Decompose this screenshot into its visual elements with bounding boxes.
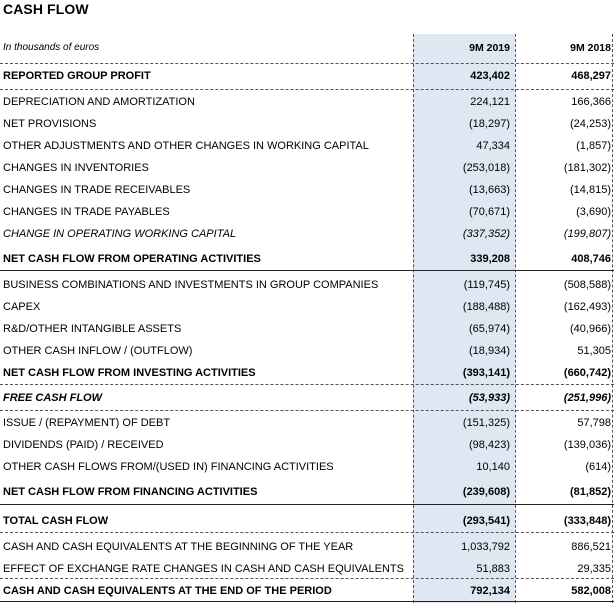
row-label: ISSUE / (REPAYMENT) OF DEBT xyxy=(3,417,171,429)
row-divider xyxy=(0,270,614,271)
value-9m-2019: 339,208 xyxy=(470,253,510,265)
value-9m-2018: (251,996) xyxy=(563,392,611,404)
value-9m-2018: (614) xyxy=(585,461,611,473)
value-9m-2019: (151,325) xyxy=(462,417,510,429)
row-label: OTHER CASH INFLOW / (OUTFLOW) xyxy=(3,345,193,357)
row-label: DEPRECIATION AND AMORTIZATION xyxy=(3,96,195,108)
value-9m-2019: 423,402 xyxy=(470,70,510,82)
value-9m-2018: 886,521 xyxy=(571,541,611,553)
value-9m-2018: (181,302) xyxy=(563,162,611,174)
row-label: CHANGES IN INVENTORIES xyxy=(3,162,149,174)
row-divider xyxy=(0,410,614,411)
row-label: FREE CASH FLOW xyxy=(3,392,102,404)
row-label: R&D/OTHER INTANGIBLE ASSETS xyxy=(3,323,182,335)
row-label: CHANGES IN TRADE PAYABLES xyxy=(3,206,170,218)
value-9m-2019: (293,541) xyxy=(462,515,510,527)
row-label: OTHER ADJUSTMENTS AND OTHER CHANGES IN WORKING CAPITAL xyxy=(3,140,369,152)
value-9m-2019: 10,140 xyxy=(476,461,510,473)
row-label: CASH AND CASH EQUIVALENTS AT THE END OF THE PERIOD xyxy=(3,585,332,597)
value-9m-2018: (81,852) xyxy=(570,486,611,498)
value-9m-2018: (139,036) xyxy=(563,439,611,451)
row-divider xyxy=(0,578,614,579)
value-9m-2018: (333,848) xyxy=(563,515,611,527)
value-9m-2018: (1,857) xyxy=(576,140,611,152)
value-9m-2019: (337,352) xyxy=(462,228,510,240)
row-label: OTHER CASH FLOWS FROM/(USED IN) FINANCING ACTIVITIES xyxy=(3,461,334,473)
value-9m-2018: (40,966) xyxy=(570,323,611,335)
value-9m-2018: (162,493) xyxy=(563,301,611,313)
value-9m-2019: (65,974) xyxy=(469,323,510,335)
row-divider xyxy=(0,89,614,90)
row-label: NET CASH FLOW FROM FINANCING ACTIVITIES xyxy=(3,486,258,498)
column-header-9m-2019: 9M 2019 xyxy=(469,42,510,54)
row-label: CAPEX xyxy=(3,301,41,313)
row-label: CASH AND CASH EQUIVALENTS AT THE BEGINNING OF THE YEAR xyxy=(3,541,354,553)
value-9m-2018: (3,690) xyxy=(576,206,611,218)
row-label: NET CASH FLOW FROM OPERATING ACTIVITIES xyxy=(3,253,261,265)
row-label: DIVIDENDS (PAID) / RECEIVED xyxy=(3,439,164,451)
value-9m-2019: 1,033,792 xyxy=(461,541,510,553)
value-9m-2019: 47,334 xyxy=(476,140,510,152)
row-divider xyxy=(0,384,614,385)
row-label: REPORTED GROUP PROFIT xyxy=(3,70,151,82)
value-9m-2019: (70,671) xyxy=(469,206,510,218)
value-9m-2019: (393,141) xyxy=(462,367,510,379)
page-title: CASH FLOW xyxy=(3,1,89,17)
value-9m-2018: 582,008 xyxy=(571,585,611,597)
value-9m-2019: (98,423) xyxy=(469,439,510,451)
row-label: EFFECT OF EXCHANGE RATE CHANGES IN CASH AND CASH EQUIVALENTS xyxy=(3,563,404,575)
value-9m-2019: (18,934) xyxy=(469,345,510,357)
row-divider xyxy=(0,63,614,64)
value-9m-2019: (188,488) xyxy=(462,301,510,313)
value-9m-2018: (199,807) xyxy=(563,228,611,240)
value-9m-2019: (239,608) xyxy=(462,486,510,498)
row-divider xyxy=(0,504,614,505)
value-9m-2019: 792,134 xyxy=(470,585,510,597)
column-divider xyxy=(612,34,613,603)
row-divider xyxy=(0,601,614,602)
value-9m-2018: (508,588) xyxy=(563,279,611,291)
row-label: BUSINESS COMBINATIONS AND INVESTMENTS IN GROUP COMPANIES xyxy=(3,279,379,291)
value-9m-2019: 224,121 xyxy=(470,96,510,108)
row-divider xyxy=(0,532,614,533)
value-9m-2018: 408,746 xyxy=(571,253,611,265)
value-9m-2019: (253,018) xyxy=(462,162,510,174)
row-label: TOTAL CASH FLOW xyxy=(3,515,109,527)
value-9m-2019: 51,883 xyxy=(476,563,510,575)
value-9m-2018: (14,815) xyxy=(570,184,611,196)
value-9m-2018: (660,742) xyxy=(563,367,611,379)
value-9m-2018: 29,335 xyxy=(577,563,611,575)
unit-label: In thousands of euros xyxy=(3,42,100,53)
row-label: CHANGES IN TRADE RECEIVABLES xyxy=(3,184,191,196)
value-9m-2019: (18,297) xyxy=(469,118,510,130)
value-9m-2019: (53,933) xyxy=(469,392,510,404)
row-label: NET CASH FLOW FROM INVESTING ACTIVITIES xyxy=(3,367,256,379)
value-9m-2018: 51,305 xyxy=(577,345,611,357)
row-label: NET PROVISIONS xyxy=(3,118,97,130)
value-9m-2018: 57,798 xyxy=(577,417,611,429)
column-divider xyxy=(413,34,414,603)
column-header-9m-2018: 9M 2018 xyxy=(570,42,611,54)
value-9m-2018: 468,297 xyxy=(571,70,611,82)
value-9m-2019: (13,663) xyxy=(469,184,510,196)
row-label: CHANGE IN OPERATING WORKING CAPITAL xyxy=(3,228,237,240)
column-divider xyxy=(515,34,516,603)
value-9m-2019: (119,745) xyxy=(463,279,510,291)
value-9m-2018: 166,366 xyxy=(571,96,611,108)
value-9m-2018: (24,253) xyxy=(570,118,611,130)
